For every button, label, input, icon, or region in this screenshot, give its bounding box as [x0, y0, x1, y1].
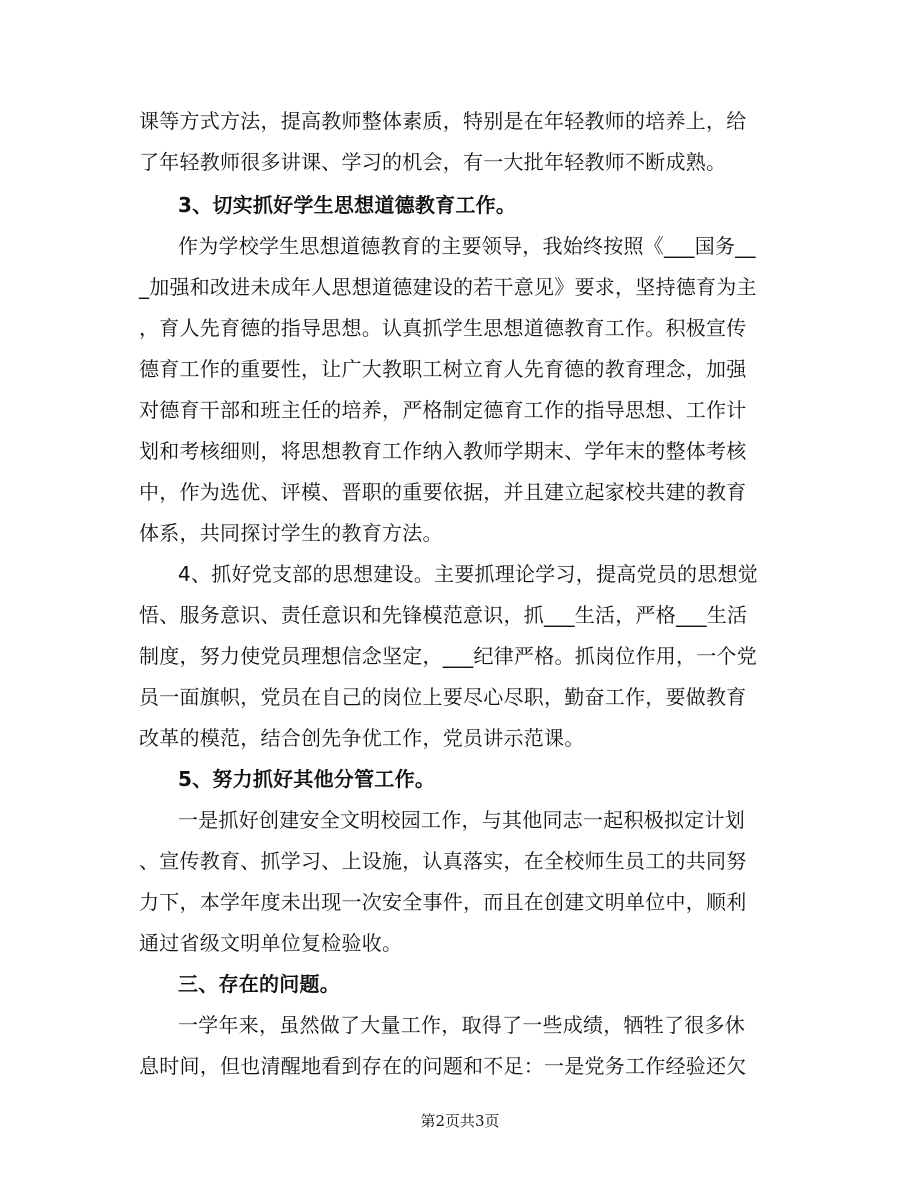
body-line: 4、抓好党支部的思想建设。主要抓理论学习，提高党员的思想觉 [178, 562, 758, 586]
section-heading: 3、切实抓好学生思想道德教育工作。 [178, 193, 517, 217]
section-heading: 5、努力抓好其他分管工作。 [178, 767, 436, 791]
body-line: 对德育干部和班主任的培养，严格制定德育工作的指导思想、工作计 [139, 398, 747, 422]
body-line: 体系，共同探讨学生的教育方法。 [139, 521, 443, 545]
body-line: 中，作为选优、评模、晋职的重要依据，并且建立起家校共建的教育 [139, 480, 747, 504]
body-line: 德育工作的重要性，让广大教职工树立育人先育德的教育理念，加强 [139, 357, 747, 381]
body-line: 员一面旗帜，党员在自己的岗位上要尽心尽职，勤奋工作，要做教育 [139, 685, 747, 709]
body-line: 力下，本学年度未出现一次安全事件，而且在创建文明单位中，顺利 [139, 890, 747, 914]
body-line: ，育人先育德的指导思想。认真抓学生思想道德教育工作。积极宣传 [139, 316, 747, 340]
section-heading: 三、存在的问题。 [178, 972, 340, 996]
page-number: 第2页共3页 [420, 1112, 500, 1130]
body-line: 息时间，但也清醒地看到存在的问题和不足：一是党务工作经验还欠 [139, 1054, 747, 1078]
body-line: 一是抓好创建安全文明校园工作，与其他同志一起积极拟定计划 [178, 808, 745, 832]
body-line: 作为学校学生思想道德教育的主要领导，我始终按照《___国务__ [178, 234, 756, 258]
body-line: 、宣传教育、抓学习、上设施，认真落实，在全校师生员工的共同努 [139, 849, 747, 873]
body-line: 悟、服务意识、责任意识和先锋模范意识，抓___生活，严格___生活 [139, 603, 748, 627]
body-line: 通过省级文明单位复检验收。 [139, 931, 403, 955]
body-line: _加强和改进未成年人思想道德建设的若干意见》要求，坚持德育为主 [139, 275, 757, 299]
body-line: 了年轻教师很多讲课、学习的机会，有一大批年轻教师不断成熟。 [139, 150, 727, 174]
body-line: 划和考核细则，将思想教育工作纳入教师学期末、学年末的整体考核 [139, 439, 747, 463]
body-line: 改革的模范，结合创先争优工作，党员讲示范课。 [139, 726, 585, 750]
body-line: 课等方式方法，提高教师整体素质，特别是在年轻教师的培养上，给 [139, 109, 747, 133]
body-line: 一学年来，虽然做了大量工作，取得了一些成绩，牺牲了很多休 [178, 1013, 745, 1037]
body-line: 制度，努力使党员理想信念坚定，___纪律严格。抓岗位作用，一个党 [139, 644, 757, 668]
